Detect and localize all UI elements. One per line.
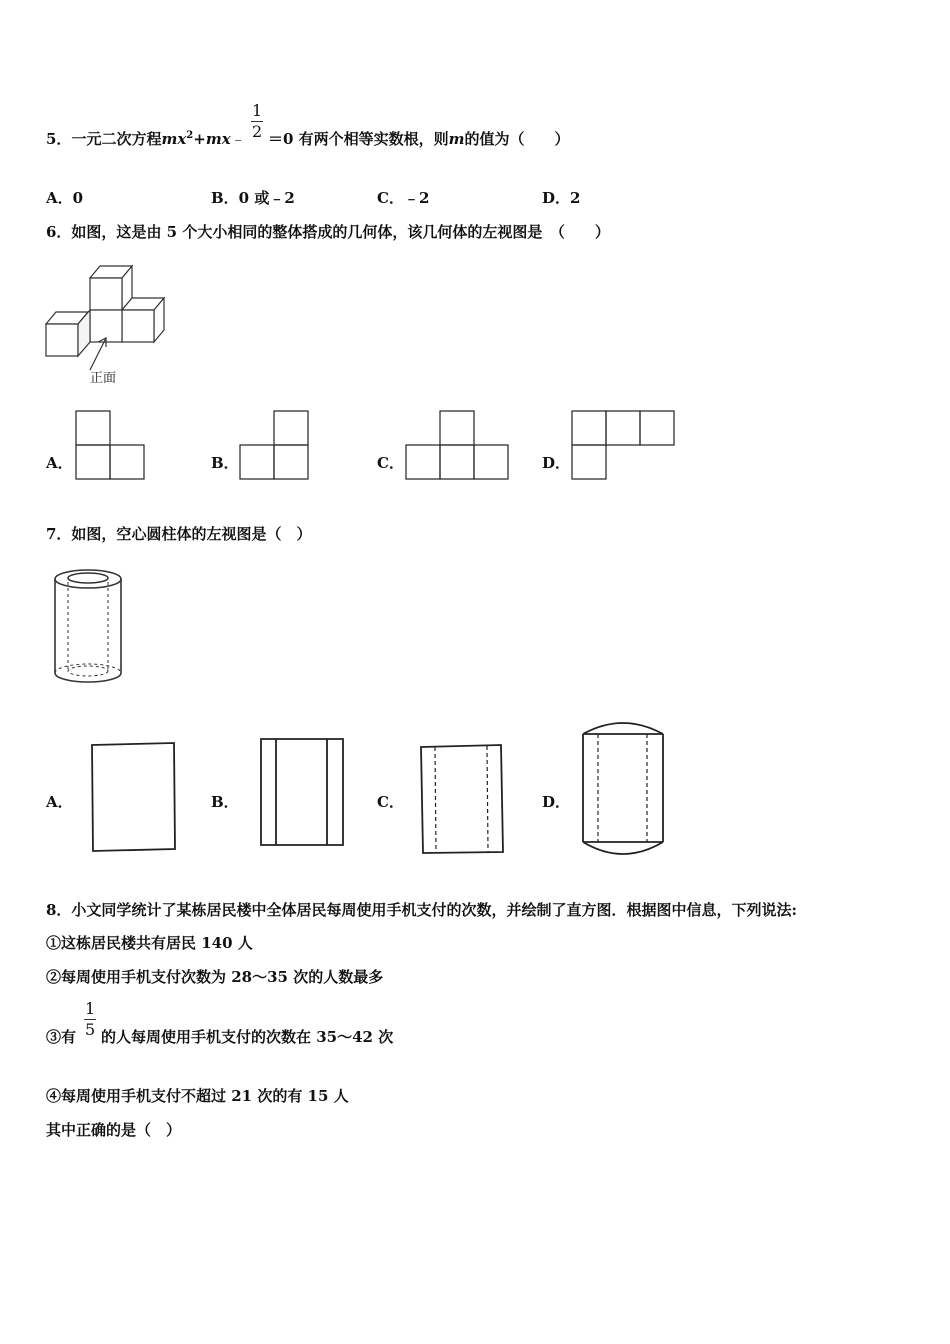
q6-option-a-label[interactable]: A．: [46, 454, 73, 472]
q8-frac-num: 1: [85, 999, 96, 1018]
q7-option-b-label[interactable]: B．: [211, 793, 239, 811]
q5-var-m: m: [448, 130, 465, 148]
q8-statement-1: ①这栋居民楼共有居民 140 人: [46, 934, 253, 952]
q8-statement-3-suffix: 的人每周使用手机支付的次数在 35～42 次: [101, 1028, 394, 1046]
q5-stem-end: [268, 128, 570, 149]
q6-option-b-figure[interactable]: [238, 409, 312, 483]
q7-option-a-label[interactable]: A．: [46, 793, 73, 811]
q5-option-d[interactable]: D．2: [542, 189, 581, 207]
q6-option-c-figure[interactable]: [404, 409, 512, 483]
q5-option-a[interactable]: A．0: [46, 189, 84, 207]
q7-option-a-figure[interactable]: [88, 740, 180, 855]
q5-option-b[interactable]: B．0 或﹣2: [211, 189, 295, 207]
q5-expr-exp: 2: [186, 130, 194, 141]
q5-text-b: ＝0 有两个相等实数根，则: [268, 130, 449, 148]
q5-number: 5．: [46, 130, 72, 148]
q6-solid-figure: [40, 258, 170, 390]
q8-frac-den: 5: [85, 1020, 96, 1039]
q8-fraction: [83, 1001, 97, 1038]
q5-frac-den: 2: [252, 122, 263, 141]
q6-option-d-figure[interactable]: [570, 409, 678, 483]
q7-option-b-figure[interactable]: [257, 735, 349, 850]
q5-frac-num: 1: [252, 101, 263, 120]
q7-option-c-figure[interactable]: [417, 742, 509, 857]
q8-statement-2: ②每周使用手机支付次数为 28～35 次的人数最多: [46, 968, 384, 986]
q5-text-a: 一元二次方程: [71, 130, 162, 148]
q5-text-c: 的值为（ ）: [464, 130, 570, 148]
q5-expr-b: +: [193, 130, 206, 148]
q5-expr-c: mx: [205, 130, 231, 148]
q6-option-c-label[interactable]: C．: [377, 454, 404, 472]
q6-option-b-label[interactable]: B．: [211, 454, 239, 472]
q7-option-d-label[interactable]: D．: [542, 793, 571, 811]
q7-option-c-label[interactable]: C．: [377, 793, 404, 811]
q8-stem: 8．小文同学统计了某栋居民楼中全体居民每周使用手机支付的次数，并绘制了直方图．根据图中信息，下列说法:: [46, 901, 797, 919]
q7-stem: 7．如图，空心圆柱体的左视图是（ ）: [46, 525, 312, 543]
q7-option-d-figure[interactable]: [579, 716, 671, 862]
q5-stem: [46, 128, 246, 149]
q8-question: 其中正确的是（ ）: [46, 1121, 182, 1139]
q5-fraction: [250, 103, 264, 140]
q6-stem: 6．如图，这是由 5 个大小相同的整体搭成的几何体，该几何体的左视图是 （ ）: [46, 223, 610, 241]
q5-expr-a: mx: [161, 130, 187, 148]
q6-figure-label: 正面: [90, 371, 117, 386]
q6-option-a-figure[interactable]: [74, 409, 148, 483]
q5-expr-minus: ﹣: [230, 130, 246, 148]
q8-statement-3-prefix: ③有: [46, 1028, 77, 1046]
q8-statement-4: ④每周使用手机支付不超过 21 次的有 15 人: [46, 1087, 349, 1105]
q7-hollow-cylinder-figure: [50, 565, 130, 690]
q5-option-c[interactable]: C．﹣2: [377, 189, 430, 207]
q6-option-d-label[interactable]: D．: [542, 454, 571, 472]
